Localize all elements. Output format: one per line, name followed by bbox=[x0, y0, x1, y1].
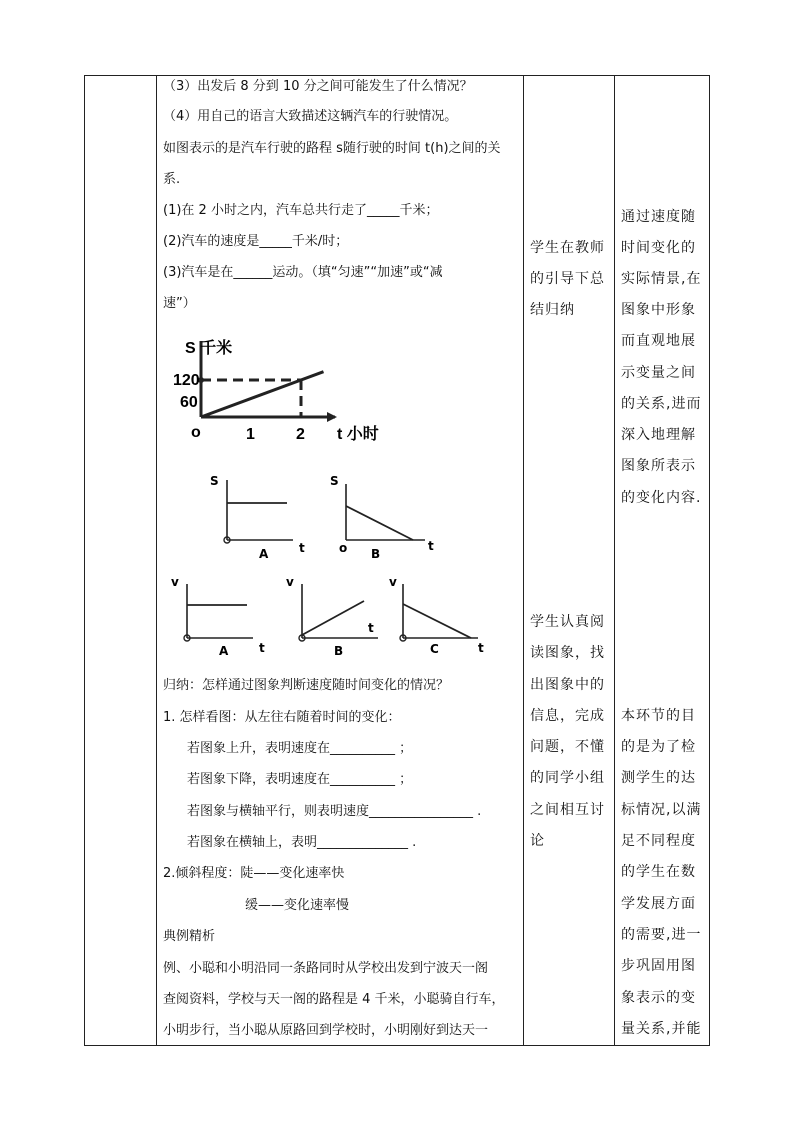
series-increasing bbox=[302, 601, 364, 635]
panel-label: B bbox=[371, 547, 381, 561]
y-tick-60: 60 bbox=[180, 394, 198, 411]
chart-v-a bbox=[165, 572, 275, 662]
example-title: 典例精析 bbox=[163, 929, 216, 944]
purpose-block-1-line-3: 实际情景,在 bbox=[621, 271, 702, 287]
student-block-2-line-8: 论 bbox=[530, 833, 545, 849]
student-block-1-line-3: 结归纳 bbox=[530, 302, 575, 318]
chart-v-c bbox=[383, 572, 498, 662]
item-1: (1)在 2 小时之内，汽车总共行走了_____千米； bbox=[163, 203, 439, 218]
x-label: t bbox=[428, 539, 434, 553]
steepness-slow: 缓——变化速率慢 bbox=[245, 898, 350, 913]
series-decreasing bbox=[403, 604, 471, 638]
purpose-block-1-line-2: 时间变化的 bbox=[621, 240, 696, 256]
y-label: S bbox=[210, 474, 219, 488]
student-block-2-line-4: 信息，完成 bbox=[530, 708, 605, 724]
purpose-block-1-line-6: 示变量之间 bbox=[621, 365, 696, 381]
purpose-block-1-line-8: 深入地理解 bbox=[621, 427, 696, 443]
student-block-2-line-5: 问题，不懂 bbox=[530, 739, 605, 755]
y-label-s: S 千米 bbox=[185, 340, 233, 357]
student-block-2-line-3: 出图象中的 bbox=[530, 677, 605, 693]
x-label: t bbox=[368, 621, 374, 635]
example-line-2: 查阅资料，学校与天一阁的路程是 4 千米，小聪骑自行车， bbox=[163, 992, 505, 1007]
table-border-left bbox=[84, 75, 85, 1046]
rule-on-axis: 若图象在横轴上，表明______________ . bbox=[187, 835, 417, 850]
x-label: t bbox=[259, 641, 265, 655]
table-divider-3 bbox=[614, 75, 615, 1046]
example-line-1: 例、小聪和小明沿同一条路同时从学校出发到宁波天一阁 bbox=[163, 961, 489, 976]
table-divider-1 bbox=[156, 75, 157, 1046]
panel-label: A bbox=[219, 644, 229, 658]
origin-label: o bbox=[191, 424, 201, 441]
x-axis-label: t 小时 bbox=[337, 426, 379, 443]
purpose-block-2-line-6: 的学生在数 bbox=[621, 864, 696, 880]
st-series-line bbox=[201, 372, 324, 417]
purpose-block-2-line-1: 本环节的目 bbox=[621, 708, 696, 724]
question-4: （4）用自己的语言大致描述这辆汽车的行驶情况。 bbox=[163, 109, 458, 124]
student-block-1-line-2: 的引导下总 bbox=[530, 271, 605, 287]
purpose-block-1-line-4: 图象中形象 bbox=[621, 302, 696, 318]
y-tick-120: 120 bbox=[173, 372, 200, 389]
chart-v-b bbox=[280, 572, 390, 662]
rule-fall: 若图象下降，表明速度在__________ ； bbox=[187, 772, 413, 787]
purpose-block-1-line-5: 而直观地展 bbox=[621, 333, 696, 349]
student-block-2-line-7: 之间相互讨 bbox=[530, 802, 605, 818]
how-to-read: 1. 怎样看图：从左往右随着时间的变化： bbox=[163, 710, 401, 725]
purpose-block-2-line-3: 测学生的达 bbox=[621, 770, 696, 786]
panel-label: B bbox=[334, 644, 344, 658]
purpose-block-2-line-2: 的是为了检 bbox=[621, 739, 696, 755]
table-border-right bbox=[709, 75, 710, 1046]
steepness-fast: 2.倾斜程度：陡——变化速率快 bbox=[163, 866, 345, 881]
table-divider-2 bbox=[523, 75, 524, 1046]
student-block-2-line-1: 学生认真阅 bbox=[530, 614, 605, 630]
series-decreasing bbox=[346, 506, 413, 540]
item-3-line-1: (3)汽车是在______运动。（填“匀速”“加速”或“减 bbox=[163, 265, 443, 280]
purpose-block-1-line-7: 的关系,进而 bbox=[621, 396, 702, 412]
panel-label: A bbox=[259, 547, 269, 561]
x-label: t bbox=[299, 541, 305, 555]
purpose-block-2-line-8: 的需要,进一 bbox=[621, 927, 702, 943]
student-block-2-line-2: 读图象，找 bbox=[530, 645, 605, 661]
origin-label: o bbox=[339, 541, 348, 555]
x-label: t bbox=[478, 641, 484, 655]
x-tick-2: 2 bbox=[296, 426, 305, 443]
item-3-line-2: 速”） bbox=[163, 296, 196, 311]
student-block-1-line-1: 学生在教师 bbox=[530, 240, 605, 256]
table-border-top bbox=[84, 75, 709, 76]
main-st-chart bbox=[165, 335, 405, 450]
example-line-3: 小明步行，当小聪从原路回到学校时，小明刚好到达天一 bbox=[163, 1023, 489, 1038]
x-axis-arrow bbox=[327, 412, 337, 422]
purpose-block-2-line-4: 标情况,以满 bbox=[621, 802, 702, 818]
purpose-block-2-line-9: 步巩固用图 bbox=[621, 958, 696, 974]
y-label: v bbox=[171, 575, 179, 589]
x-tick-1: 1 bbox=[246, 426, 255, 443]
chart-s-a bbox=[205, 472, 315, 562]
table-border-bottom bbox=[84, 1045, 709, 1046]
student-block-2-line-6: 的同学小组 bbox=[530, 770, 605, 786]
intro-line-2: 系. bbox=[163, 172, 181, 187]
purpose-block-1-line-1: 通过速度随 bbox=[621, 209, 696, 225]
y-label: v bbox=[389, 575, 397, 589]
panel-label: C bbox=[430, 642, 439, 656]
y-label: v bbox=[286, 575, 294, 589]
y-label: S bbox=[330, 474, 339, 488]
chart-s-b bbox=[325, 472, 440, 562]
purpose-block-1-line-9: 图象所表示 bbox=[621, 458, 696, 474]
purpose-block-2-line-7: 学发展方面 bbox=[621, 896, 696, 912]
summary-question: 归纳：怎样通过图象判断速度随时间变化的情况？ bbox=[163, 678, 450, 693]
question-3: （3）出发后 8 分到 10 分之间可能发生了什么情况？ bbox=[163, 79, 473, 94]
purpose-block-2-line-11: 量关系,并能 bbox=[621, 1021, 702, 1037]
purpose-block-2-line-10: 象表示的变 bbox=[621, 990, 696, 1006]
purpose-block-1-line-10: 的变化内容. bbox=[621, 490, 702, 506]
item-2: (2)汽车的速度是_____千米/时； bbox=[163, 234, 349, 249]
intro-line-1: 如图表示的是汽车行驶的路程 s随行驶的时间 t(h)之间的关 bbox=[163, 141, 501, 156]
purpose-block-2-line-5: 足不同程度 bbox=[621, 833, 696, 849]
rule-parallel: 若图象与横轴平行，则表明速度________________ . bbox=[187, 804, 482, 819]
rule-rise: 若图象上升，表明速度在__________ ； bbox=[187, 741, 413, 756]
